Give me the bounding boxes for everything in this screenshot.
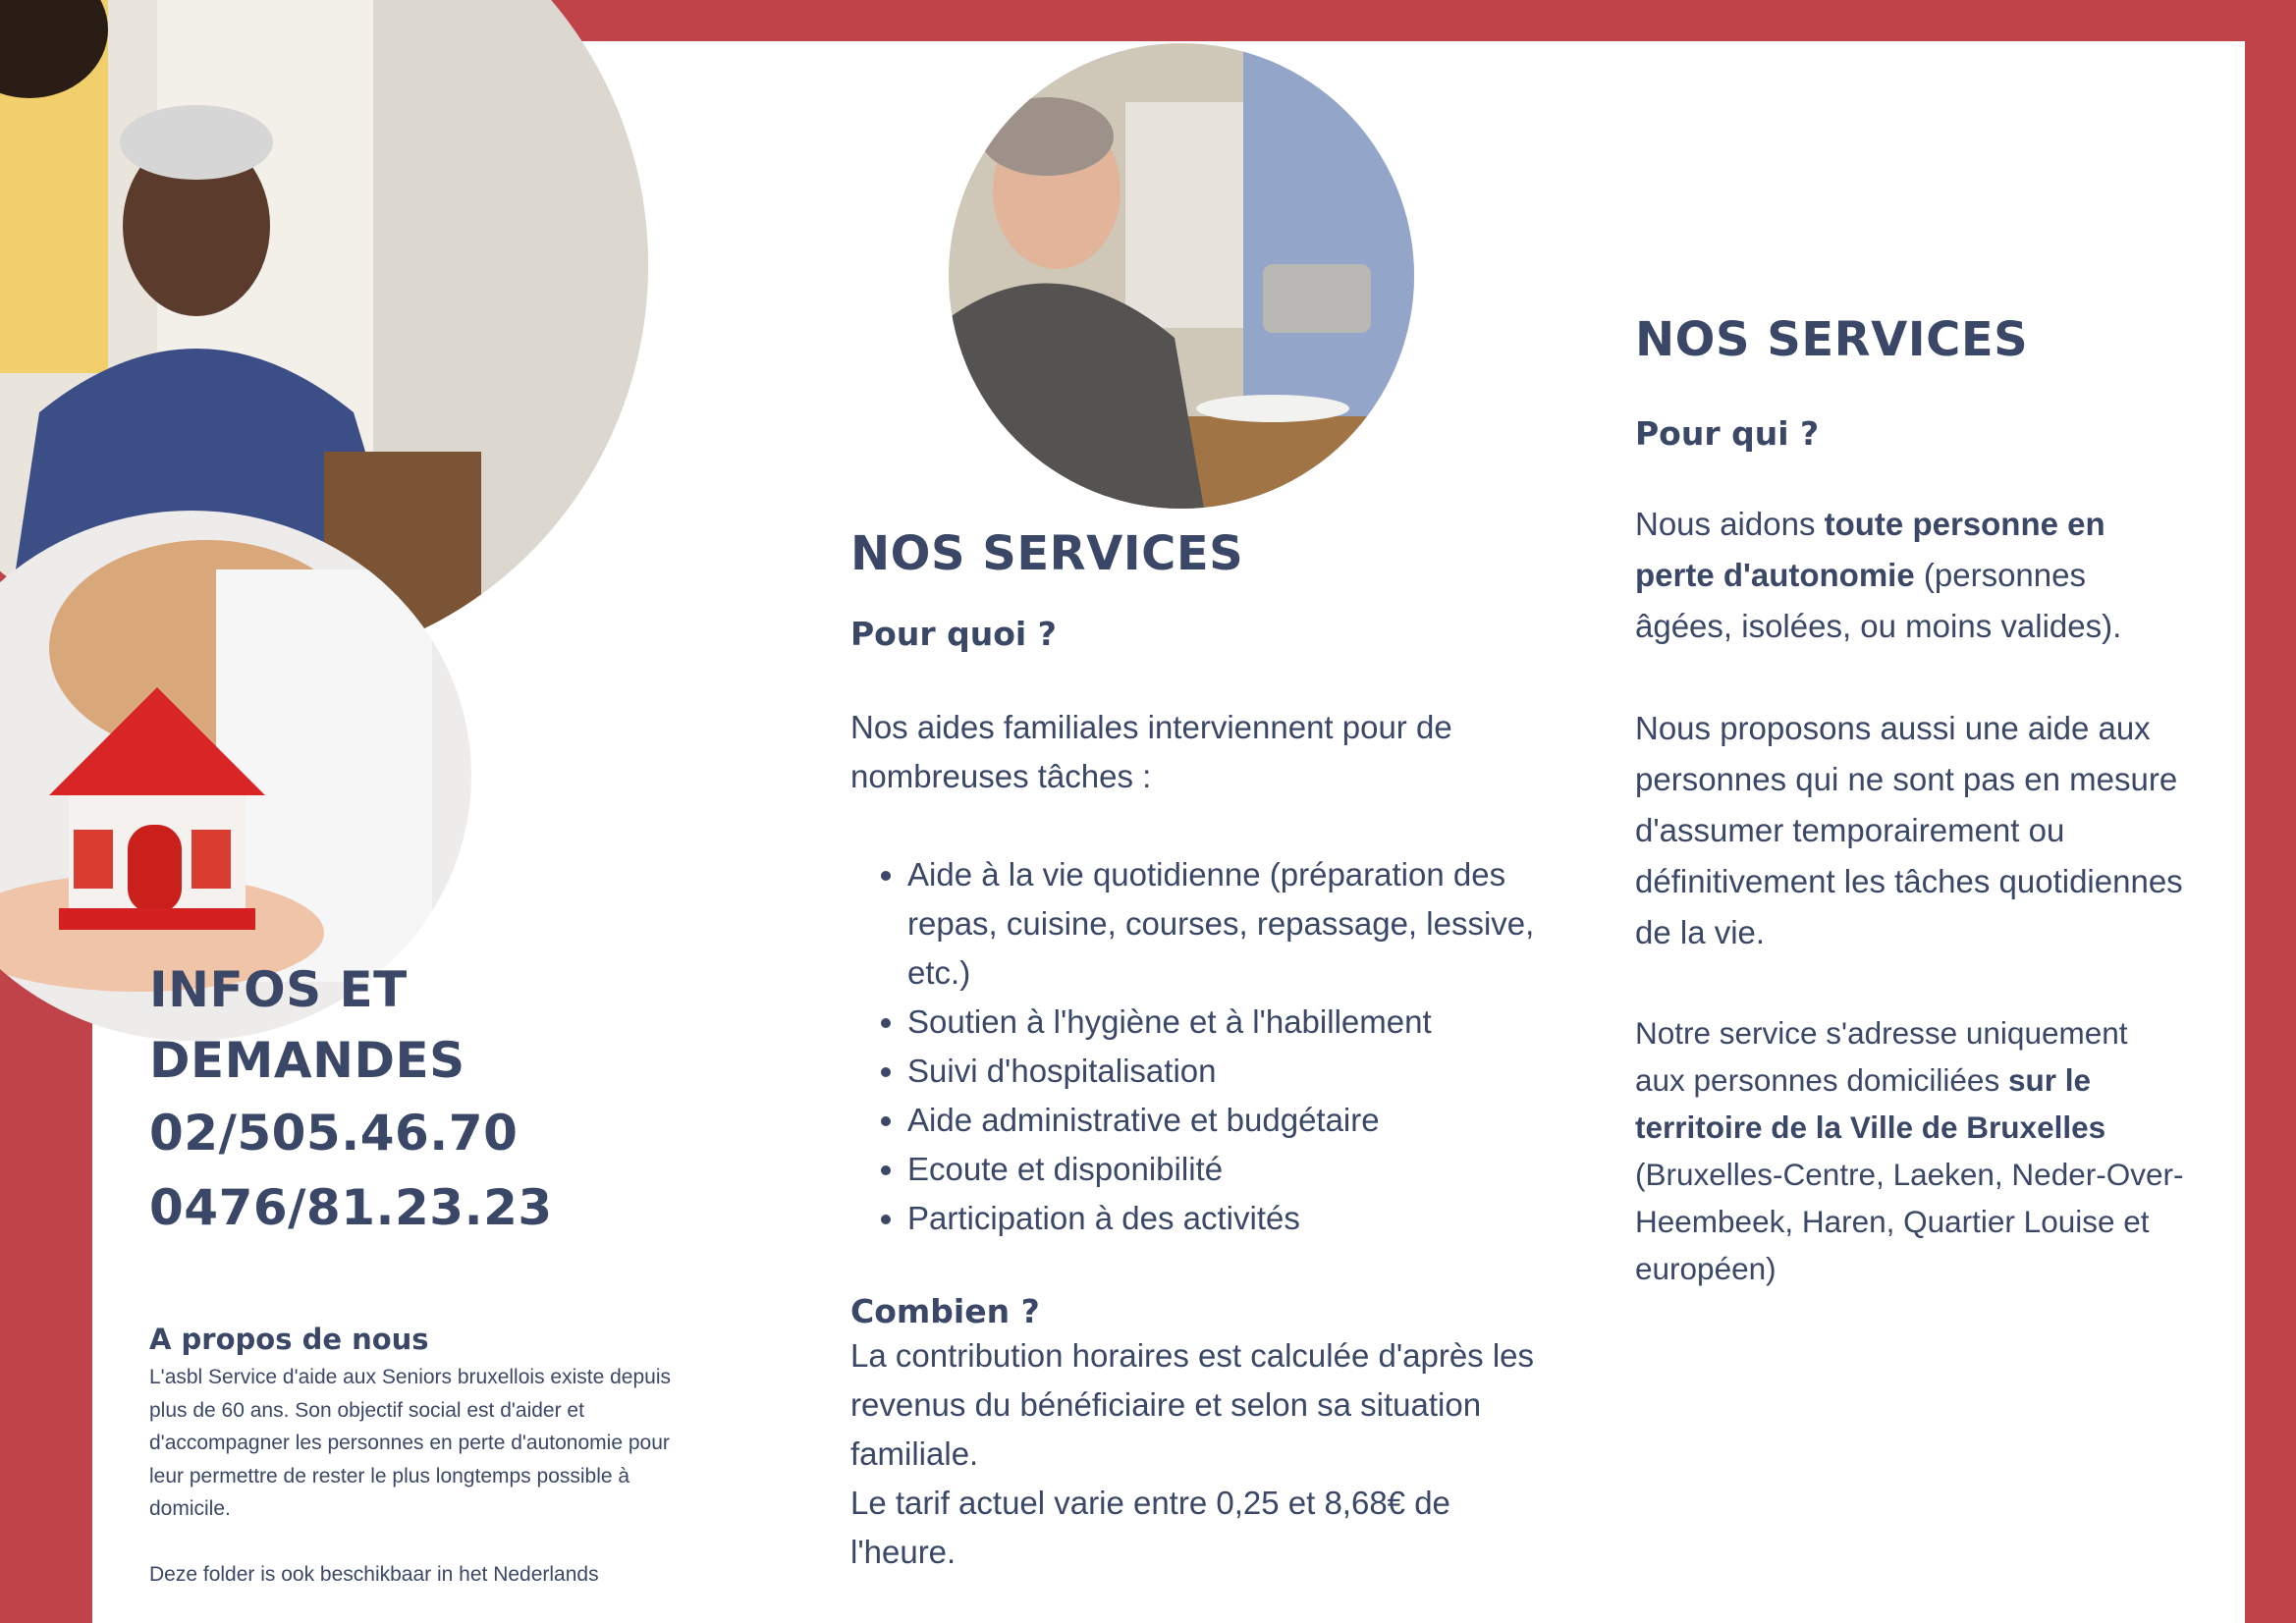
text-span: (personnes âgées, isolées, ou moins valides).: [1635, 557, 2122, 644]
list-item: • Ecoute et disponibilité: [907, 1145, 1538, 1194]
contact-section: [149, 954, 680, 1591]
dutch-version-note: Deze folder is ook beschikbaar in het Nederlands: [149, 1562, 599, 1586]
subtitle-pour-qui: Pour qui ?: [1635, 414, 1820, 453]
phone-number-mobile[interactable]: 0476/81.23.23: [149, 1179, 553, 1236]
tasks-intro: Nos aides familiales interviennent pour de nombreuses tâches :: [850, 709, 1452, 794]
list-item: • Suivi d'hospitalisation: [907, 1047, 1538, 1096]
cost-text: La contribution horaires est calculée d'après les revenus du bénéficiaire et selon sa situation familiale.: [850, 1337, 1535, 1472]
subtitle-combien: Combien ?: [850, 1292, 1040, 1330]
text-span: Nous aidons: [1635, 506, 1825, 542]
list-item: • Participation à des activités: [907, 1194, 1538, 1243]
list-item: • Aide à la vie quotidienne (préparation des repas, cuisine, courses, repassage, lessive, etc.): [907, 850, 1538, 998]
services-who-section: [1635, 312, 2185, 1292]
text-span: Notre service s'adresse uniquement aux personnes domiciliées: [1635, 1015, 2128, 1098]
emphasis-text: toute personne en perte d'autonomie: [1635, 506, 2105, 593]
about-text: L'asbl Service d'aide aux Seniors bruxellois existe depuis plus de 60 ans. Son objectif social est d'aider et d'accompagner les personnes en perte d'autonomie pour leur permettre de rester le plus longtemps possible à domicile.: [149, 1366, 671, 1520]
about-title: A propos de nous: [149, 1323, 429, 1356]
list-item: • Aide administrative et budgétaire: [907, 1096, 1538, 1145]
audience-paragraph: [1635, 499, 2185, 652]
tasks-list: [850, 850, 1538, 1243]
services-why-section: [850, 526, 1538, 1577]
text-span: (Bruxelles-Centre, Laeken, Neder-Over-Heembeek, Haren, Quartier Louise et européen): [1635, 1157, 2184, 1286]
territory-paragraph: [1635, 1009, 2185, 1292]
phone-number-landline[interactable]: 02/505.46.70: [149, 1105, 519, 1162]
emphasis-text: sur le territoire de la Ville de Bruxelles: [1635, 1062, 2106, 1145]
rate-text: Le tarif actuel varie entre 0,25 et 8,68€ de l'heure.: [850, 1485, 1450, 1570]
section-title: NOS SERVICES: [850, 526, 1244, 581]
subtitle-pour-quoi: Pour quoi ?: [850, 615, 1057, 653]
contact-title: INFOS ET DEMANDES: [149, 961, 465, 1089]
temporary-help-paragraph: Nous proposons aussi une aide aux personnes qui ne sont pas en mesure d'assumer temporairement ou définitivement les tâches quotidiennes de la vie.: [1635, 710, 2183, 950]
section-title: NOS SERVICES: [1635, 312, 2029, 367]
meal-service-photo: [949, 43, 1414, 509]
list-item: • Soutien à l'hygiène et à l'habillement: [907, 998, 1538, 1047]
